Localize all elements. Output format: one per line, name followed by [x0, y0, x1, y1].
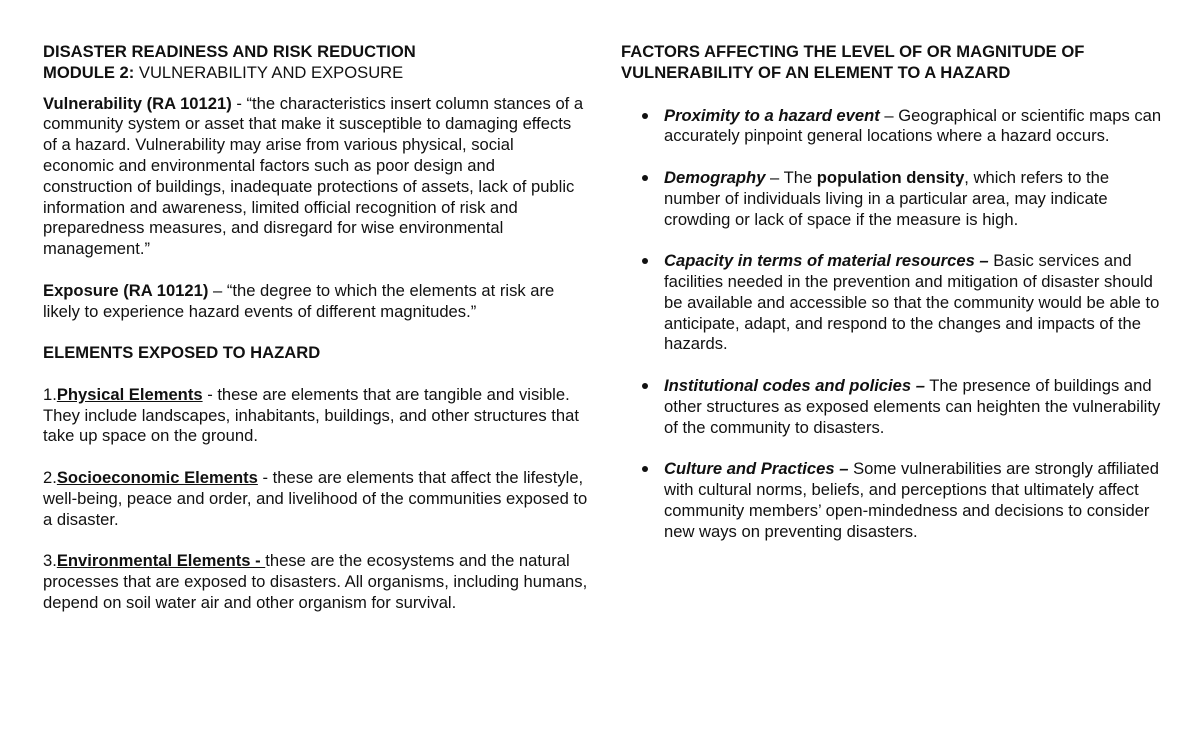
vulnerability-term: Vulnerability (RA 10121) — [43, 93, 232, 113]
module-title: VULNERABILITY AND EXPOSURE — [134, 62, 404, 82]
module-label: MODULE 2: — [43, 62, 135, 82]
vulnerability-definition — [43, 94, 588, 260]
factor-title: Proximity to a hazard event — [664, 105, 880, 125]
bullet-icon — [642, 258, 648, 264]
factors-heading-line1: FACTORS AFFECTING THE LEVEL OF OR MAGNITUDE OF — [621, 42, 1085, 61]
bullet-icon — [642, 466, 648, 472]
factor-item-culture — [621, 459, 1166, 542]
factor-item-proximity — [621, 106, 1166, 148]
element-number: 3. — [43, 551, 57, 571]
factor-text: Basic services and facilities needed in the prevention and mitigation of disaster should be available and accessible so that the community would be able to anticipate, adapt, and respond to the changes and impacts of the hazards. — [664, 251, 1160, 354]
bullet-icon — [642, 113, 648, 119]
factors-heading — [621, 42, 1166, 84]
factor-emphasis: population density — [816, 167, 965, 187]
element-number: 2. — [43, 467, 57, 487]
element-title: Socioeconomic Elements — [56, 467, 258, 487]
elements-heading: ELEMENTS EXPOSED TO HAZARD — [43, 343, 321, 363]
element-item-physical — [43, 385, 588, 447]
factor-title: Capacity in terms of material resources – — [664, 251, 989, 271]
factor-title: Demography — [664, 167, 766, 187]
course-title: DISASTER READINESS AND RISK REDUCTION — [43, 42, 416, 61]
left-column — [43, 42, 588, 614]
factor-item-demography — [621, 168, 1166, 230]
exposure-text: – “the degree to which the elements at risk are likely to experience hazard events of different magnitudes.” — [43, 280, 555, 321]
element-text: these are the ecosystems and the natural processes that are exposed to disasters. All organisms, including humans, depend on soil water air and other organism for survival. — [43, 551, 588, 612]
factor-item-capacity — [621, 251, 1166, 355]
factor-title: Culture and Practices – — [664, 459, 849, 479]
factor-title: Institutional codes and policies – — [664, 375, 925, 395]
document-title — [43, 42, 588, 84]
element-text: - these are elements that are tangible and visible. They include landscapes, inhabitants, buildings, and other structures that take up space on the ground. — [43, 384, 579, 446]
element-item-environmental — [43, 551, 588, 613]
exposure-term: Exposure (RA 10121) — [43, 280, 209, 300]
bullet-icon — [642, 383, 648, 389]
factor-text: The presence of buildings and other structures as exposed elements can heighten the vulnerability of the community to disasters. — [664, 375, 1161, 437]
vulnerability-text: - “the characteristics insert column stances of a community system or asset that make it susceptible to damaging effects of a hazard. Vulnerability may arise from various physical, social economic and environmental factors such as poor design and construction of buildings, inadequate protections of assets, lack of public information and awareness, limited official recognition of risk and preparedness measures, and disregard for wise environmental management.” — [43, 93, 584, 259]
factor-text: Some vulnerabilities are strongly affiliated with cultural norms, beliefs, and perceptions that ultimately affect community members’ open-mindedness and decisions to consider new ways on preventing disasters. — [664, 459, 1159, 541]
factor-text: – Geographical or scientific maps can accurately pinpoint general locations where a hazard occurs. — [664, 105, 1162, 146]
element-title: Physical Elements — [56, 384, 203, 404]
element-title: Environmental Elements - — [56, 551, 266, 571]
factor-text: – The — [765, 167, 817, 187]
element-text: - these are elements that affect the lifestyle, well-being, peace and order, and livelihood of the communities exposed to a disaster. — [43, 467, 588, 529]
factor-text-continued: , which refers to the number of individuals living in a particular area, may indicate crowding or lack of space if the measure is high. — [664, 167, 1110, 229]
element-number: 1. — [43, 384, 57, 404]
exposure-definition — [43, 281, 588, 323]
right-column — [621, 42, 1166, 542]
bullet-icon — [642, 175, 648, 181]
factors-heading-line2: VULNERABILITY OF AN ELEMENT TO A HAZARD — [621, 62, 1011, 82]
factor-item-institutional — [621, 376, 1166, 438]
factors-list — [621, 106, 1166, 543]
element-item-socioeconomic — [43, 468, 588, 530]
